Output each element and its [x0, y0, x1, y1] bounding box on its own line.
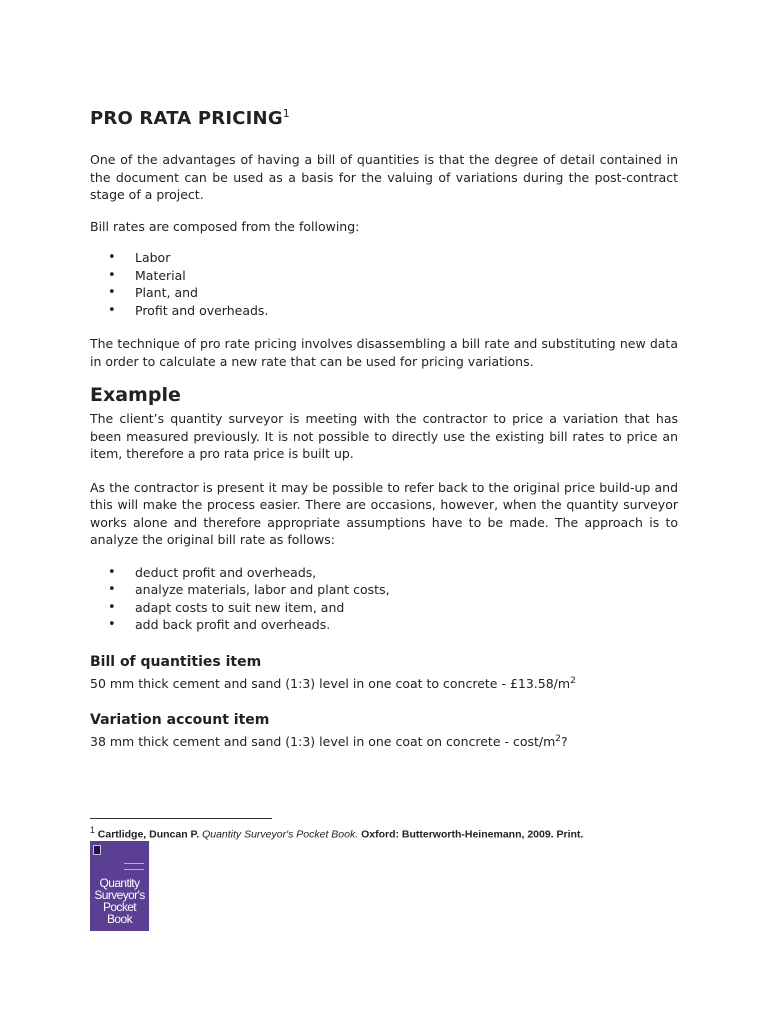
list-item: • Profit and overheads. [135, 302, 678, 320]
boq-item-superscript: 2 [570, 675, 576, 686]
footnote-author: Cartlidge, Duncan P. [97, 828, 200, 841]
list-item: • Material [135, 267, 678, 285]
boq-item-heading: Bill of quantities item [90, 653, 262, 670]
list-item: • add back profit and overheads. [135, 616, 678, 634]
variation-item-section [90, 712, 678, 751]
variation-item-text [90, 731, 678, 751]
intro-paragraph: One of the advantages of having a bill of quantities is that the degree of detail contained in the document can be used as a basis for the valuing of variations during the post-contract stage of a project. [90, 152, 678, 202]
footnote-separator [90, 818, 272, 819]
variation-item-description: 38 mm thick cement and sand (1:3) level in one coat on concrete - cost/m [90, 734, 556, 750]
list-item: • adapt costs to suit new item, and [135, 599, 678, 617]
footnote-book-title: Quantity Surveyor's Pocket Book. [202, 828, 359, 841]
boq-item-description: 50 mm thick cement and sand (1:3) level in one coat to concrete - £13.58/m [90, 675, 571, 691]
list-item: • Plant, and [135, 284, 678, 302]
list-item: • analyze materials, labor and plant costs, [135, 581, 678, 599]
example-paragraph-2: As the contractor is present it may be possible to refer back to the original price build-up and this will make the process easier. There are occasions, however, when the quantity surveyor works alone and therefore appropriate assumptions have to be made. The approach is to analyze the original bill rate as follows: [90, 479, 678, 547]
page-title-text: PRO RATA PRICING [90, 108, 283, 129]
list-item: • deduct profit and overheads, [135, 564, 678, 582]
footnote-number: 1 [90, 825, 95, 835]
page-title [90, 108, 678, 129]
cover-title: Quantity Surveyor's Pocket Book [94, 876, 145, 926]
variation-item-suffix: ? [561, 734, 568, 750]
bill-rates-list [90, 249, 678, 319]
technique-paragraph: The technique of pro rate pricing involves disassembling a bill rate and substituting new data in order to calculate a new rate that can be used for pricing variations. [90, 336, 678, 369]
list-item: • Labor [135, 249, 678, 267]
book-cover-image [90, 841, 149, 931]
publisher-badge-icon [93, 845, 101, 855]
variation-item-heading: Variation account item [90, 712, 270, 729]
example-heading: Example [90, 384, 181, 406]
boq-item-text [90, 673, 678, 693]
bill-rates-intro: Bill rates are composed from the following: [90, 218, 360, 234]
footnote [90, 825, 583, 841]
cover-author-line [124, 863, 144, 870]
example-paragraph-1: The client’s quantity surveyor is meeting with the contractor to price a variation that has been measured previously. It is not possible to directly use the existing bill rates to price an item, therefore a pro rata price is built up. [90, 411, 678, 461]
boq-item-section [90, 654, 678, 693]
footnote-publisher: Oxford: Butterworth-Heinemann, 2009. Print. [361, 828, 584, 841]
approach-steps-list [90, 564, 678, 634]
footnote-reference: 1 [282, 107, 290, 120]
document-body [90, 108, 678, 771]
variation-item-superscript: 2 [555, 734, 562, 745]
